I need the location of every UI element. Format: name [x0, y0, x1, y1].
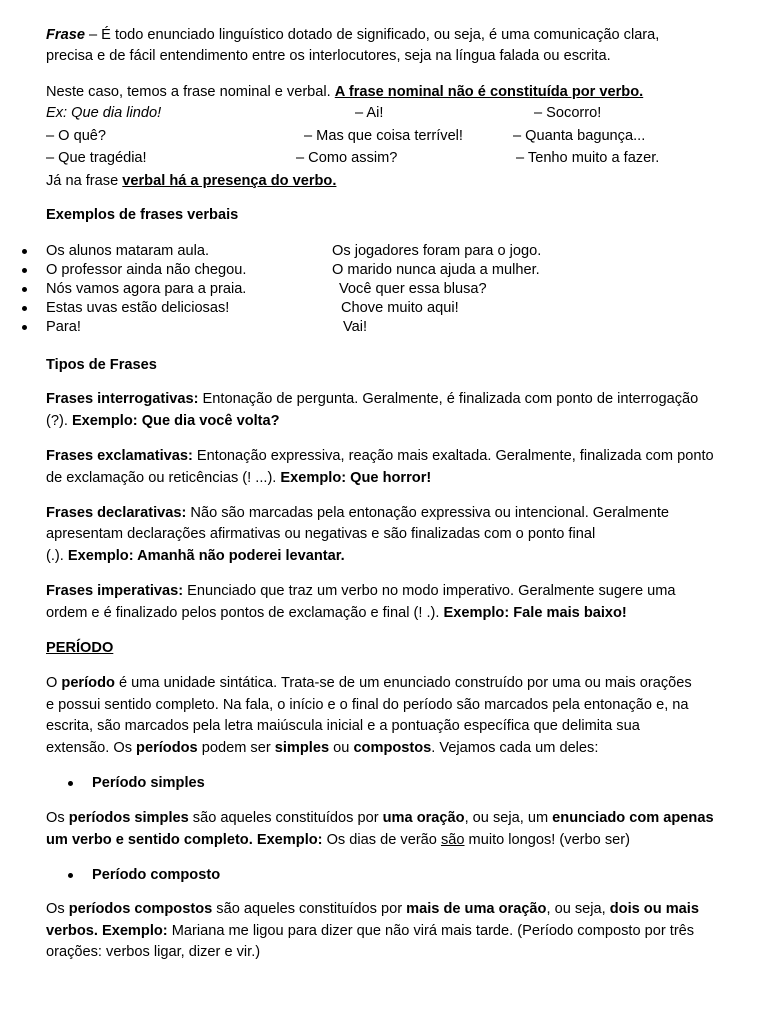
- periodo-text: é uma unidade sintática. Trata-se de um enunciado construído por uma ou mais orações: [114, 675, 692, 691]
- periodo-term: simples: [274, 740, 330, 756]
- simples-text: , ou seja, um: [464, 810, 553, 826]
- example-que-tragedia: – Que tragédia!: [46, 150, 147, 166]
- composto-line-2: [46, 921, 694, 941]
- periodo-line-1: [46, 673, 692, 693]
- simples-term: uma oração: [382, 810, 465, 826]
- list-item: Vai!: [343, 319, 368, 335]
- declarativas-label: Frases declarativas:: [46, 505, 187, 521]
- composto-line-3: orações: verbos ligar, dizer e vir.): [46, 944, 261, 960]
- simples-text: Os: [46, 810, 69, 826]
- example-quanta: – Quanta bagunça...: [513, 128, 646, 144]
- declarativas-line-2: apresentam declarações afirmativas ou negativas e são finalizadas com o ponto final: [46, 526, 596, 542]
- imperativas-example: Exemplo: Fale mais baixo!: [443, 605, 627, 621]
- list-item: Chove muito aqui!: [341, 300, 459, 316]
- periodo-term: períodos: [136, 740, 198, 756]
- example-oque: – O quê?: [46, 128, 107, 144]
- periodo-title: PERÍODO: [46, 640, 114, 656]
- composto-term: mais de uma oração: [406, 901, 547, 917]
- imperativas-label: Frases imperativas:: [46, 583, 184, 599]
- example-tenho: – Tenho muito a fazer.: [516, 150, 660, 166]
- imperativas-text: ordem e é finalizado pelos pontos de exclamação e final (! .).: [46, 605, 444, 621]
- interrogativas-text: Entonação de pergunta. Geralmente, é finalizada com ponto de interrogação: [198, 391, 699, 407]
- simples-term: um verbo e sentido completo. Exemplo:: [46, 832, 323, 848]
- exclamativas-label: Frases exclamativas:: [46, 448, 193, 464]
- declarativas-text: Não são marcadas pela entonação expressiva ou intencional. Geralmente: [186, 505, 670, 521]
- exclamativas-example: Exemplo: Que horror!: [280, 470, 432, 486]
- exclamativas-line-1: [46, 446, 714, 466]
- list-item: Os alunos mataram aula.: [46, 243, 210, 259]
- composto-text: Os: [46, 901, 69, 917]
- periodo-term: período: [61, 675, 115, 691]
- composto-term: dois ou mais: [609, 901, 699, 917]
- imperativas-line-2: [46, 603, 627, 623]
- periodo-term: compostos: [353, 740, 432, 756]
- term-frase: Frase: [46, 27, 85, 43]
- example-label: Ex: Que dia lindo!: [46, 105, 162, 121]
- bullet-icon: [68, 873, 73, 878]
- simples-term: períodos simples: [68, 810, 189, 826]
- periodo-text: . Vejamos cada um deles:: [431, 740, 599, 756]
- bullet-icon: [22, 249, 27, 254]
- exclamativas-line-2: [46, 468, 431, 488]
- composto-text: são aqueles constituídos por: [212, 901, 407, 917]
- bullet-icon: [22, 268, 27, 273]
- simples-text: são aqueles constituídos por: [188, 810, 383, 826]
- exclamativas-text: de exclamação ou reticências (! ...).: [46, 470, 281, 486]
- simples-text: muito longos! (verbo ser): [464, 832, 630, 848]
- verbal-definition: verbal há a presença do verbo.: [122, 173, 337, 189]
- example-como: – Como assim?: [296, 150, 398, 166]
- declarativas-text: (.).: [46, 548, 68, 564]
- periodo-text: extensão. Os: [46, 740, 137, 756]
- intro-line-1: [46, 25, 659, 45]
- example-ai: – Ai!: [355, 105, 384, 121]
- verbal-line: [46, 171, 336, 191]
- example-socorro: – Socorro!: [534, 105, 602, 121]
- periodo-line-3: escrita, são marcados pela letra maiúscula inicial e a pontuação específica que delimita sua: [46, 718, 640, 734]
- examples-title: Exemplos de frases verbais: [46, 207, 239, 223]
- interrogativas-text: (?).: [46, 413, 72, 429]
- intro-line-2: precisa e de fácil entendimento entre os interlocutores, seja na língua falada ou escrita.: [46, 48, 611, 64]
- declarativas-line-3: [46, 546, 345, 566]
- composto-term: verbos. Exemplo:: [46, 923, 168, 939]
- list-item: Os jogadores foram para o jogo.: [332, 243, 542, 259]
- intro-text: – É todo enunciado linguístico dotado de significado, ou seja, é uma comunicação clara,: [84, 27, 660, 43]
- list-item: Estas uvas estão deliciosas!: [46, 300, 230, 316]
- intro-line-3: [46, 82, 643, 102]
- bullet-icon: [68, 781, 73, 786]
- composto-term: períodos compostos: [68, 901, 213, 917]
- nominal-definition: A frase nominal não é constituída por verbo.: [334, 84, 644, 100]
- intro-text: Neste caso, temos a frase nominal e verbal.: [46, 84, 335, 100]
- interrogativas-example: Exemplo: Que dia você volta?: [71, 413, 280, 429]
- periodo-text: O: [46, 675, 62, 691]
- composto-title: Período composto: [92, 867, 221, 883]
- composto-text: , ou seja,: [546, 901, 610, 917]
- periodo-line-2: e possui sentido completo. Na fala, o início e o final do período são marcados pela entonação e, na: [46, 697, 689, 713]
- simples-text: Os dias de verão: [322, 832, 441, 848]
- simples-verb: são: [440, 832, 465, 848]
- interrogativas-line-1: [46, 389, 698, 409]
- simples-title: Período simples: [92, 775, 205, 791]
- declarativas-line-1: [46, 503, 669, 523]
- periodo-text: podem ser: [197, 740, 275, 756]
- bullet-icon: [22, 287, 27, 292]
- imperativas-line-1: [46, 581, 676, 601]
- imperativas-text: Enunciado que traz um verbo no modo imperativo. Geralmente sugere uma: [183, 583, 676, 599]
- bullet-icon: [22, 306, 27, 311]
- composto-line-1: [46, 899, 699, 919]
- intro-text: Já na frase: [46, 173, 123, 189]
- simples-line-1: [46, 808, 714, 828]
- composto-text: Mariana me ligou para dizer que não virá mais tarde. (Período composto por três: [167, 923, 695, 939]
- periodo-line-4: [46, 738, 598, 758]
- list-item: Para!: [46, 319, 81, 335]
- list-item: Você quer essa blusa?: [339, 281, 487, 297]
- interrogativas-label: Frases interrogativas:: [46, 391, 199, 407]
- example-mas: – Mas que coisa terrível!: [304, 128, 463, 144]
- bullet-icon: [22, 325, 27, 330]
- list-item: O professor ainda não chegou.: [46, 262, 247, 278]
- interrogativas-line-2: [46, 411, 280, 431]
- tipos-title: Tipos de Frases: [46, 357, 157, 373]
- declarativas-example: Exemplo: Amanhã não poderei levantar.: [67, 548, 345, 564]
- list-item: O marido nunca ajuda a mulher.: [332, 262, 540, 278]
- list-item: Nós vamos agora para a praia.: [46, 281, 247, 297]
- exclamativas-text: Entonação expressiva, reação mais exaltada. Geralmente, finalizada com ponto: [192, 448, 714, 464]
- simples-line-2: [46, 830, 630, 850]
- periodo-text: ou: [329, 740, 354, 756]
- simples-term: enunciado com apenas: [552, 810, 714, 826]
